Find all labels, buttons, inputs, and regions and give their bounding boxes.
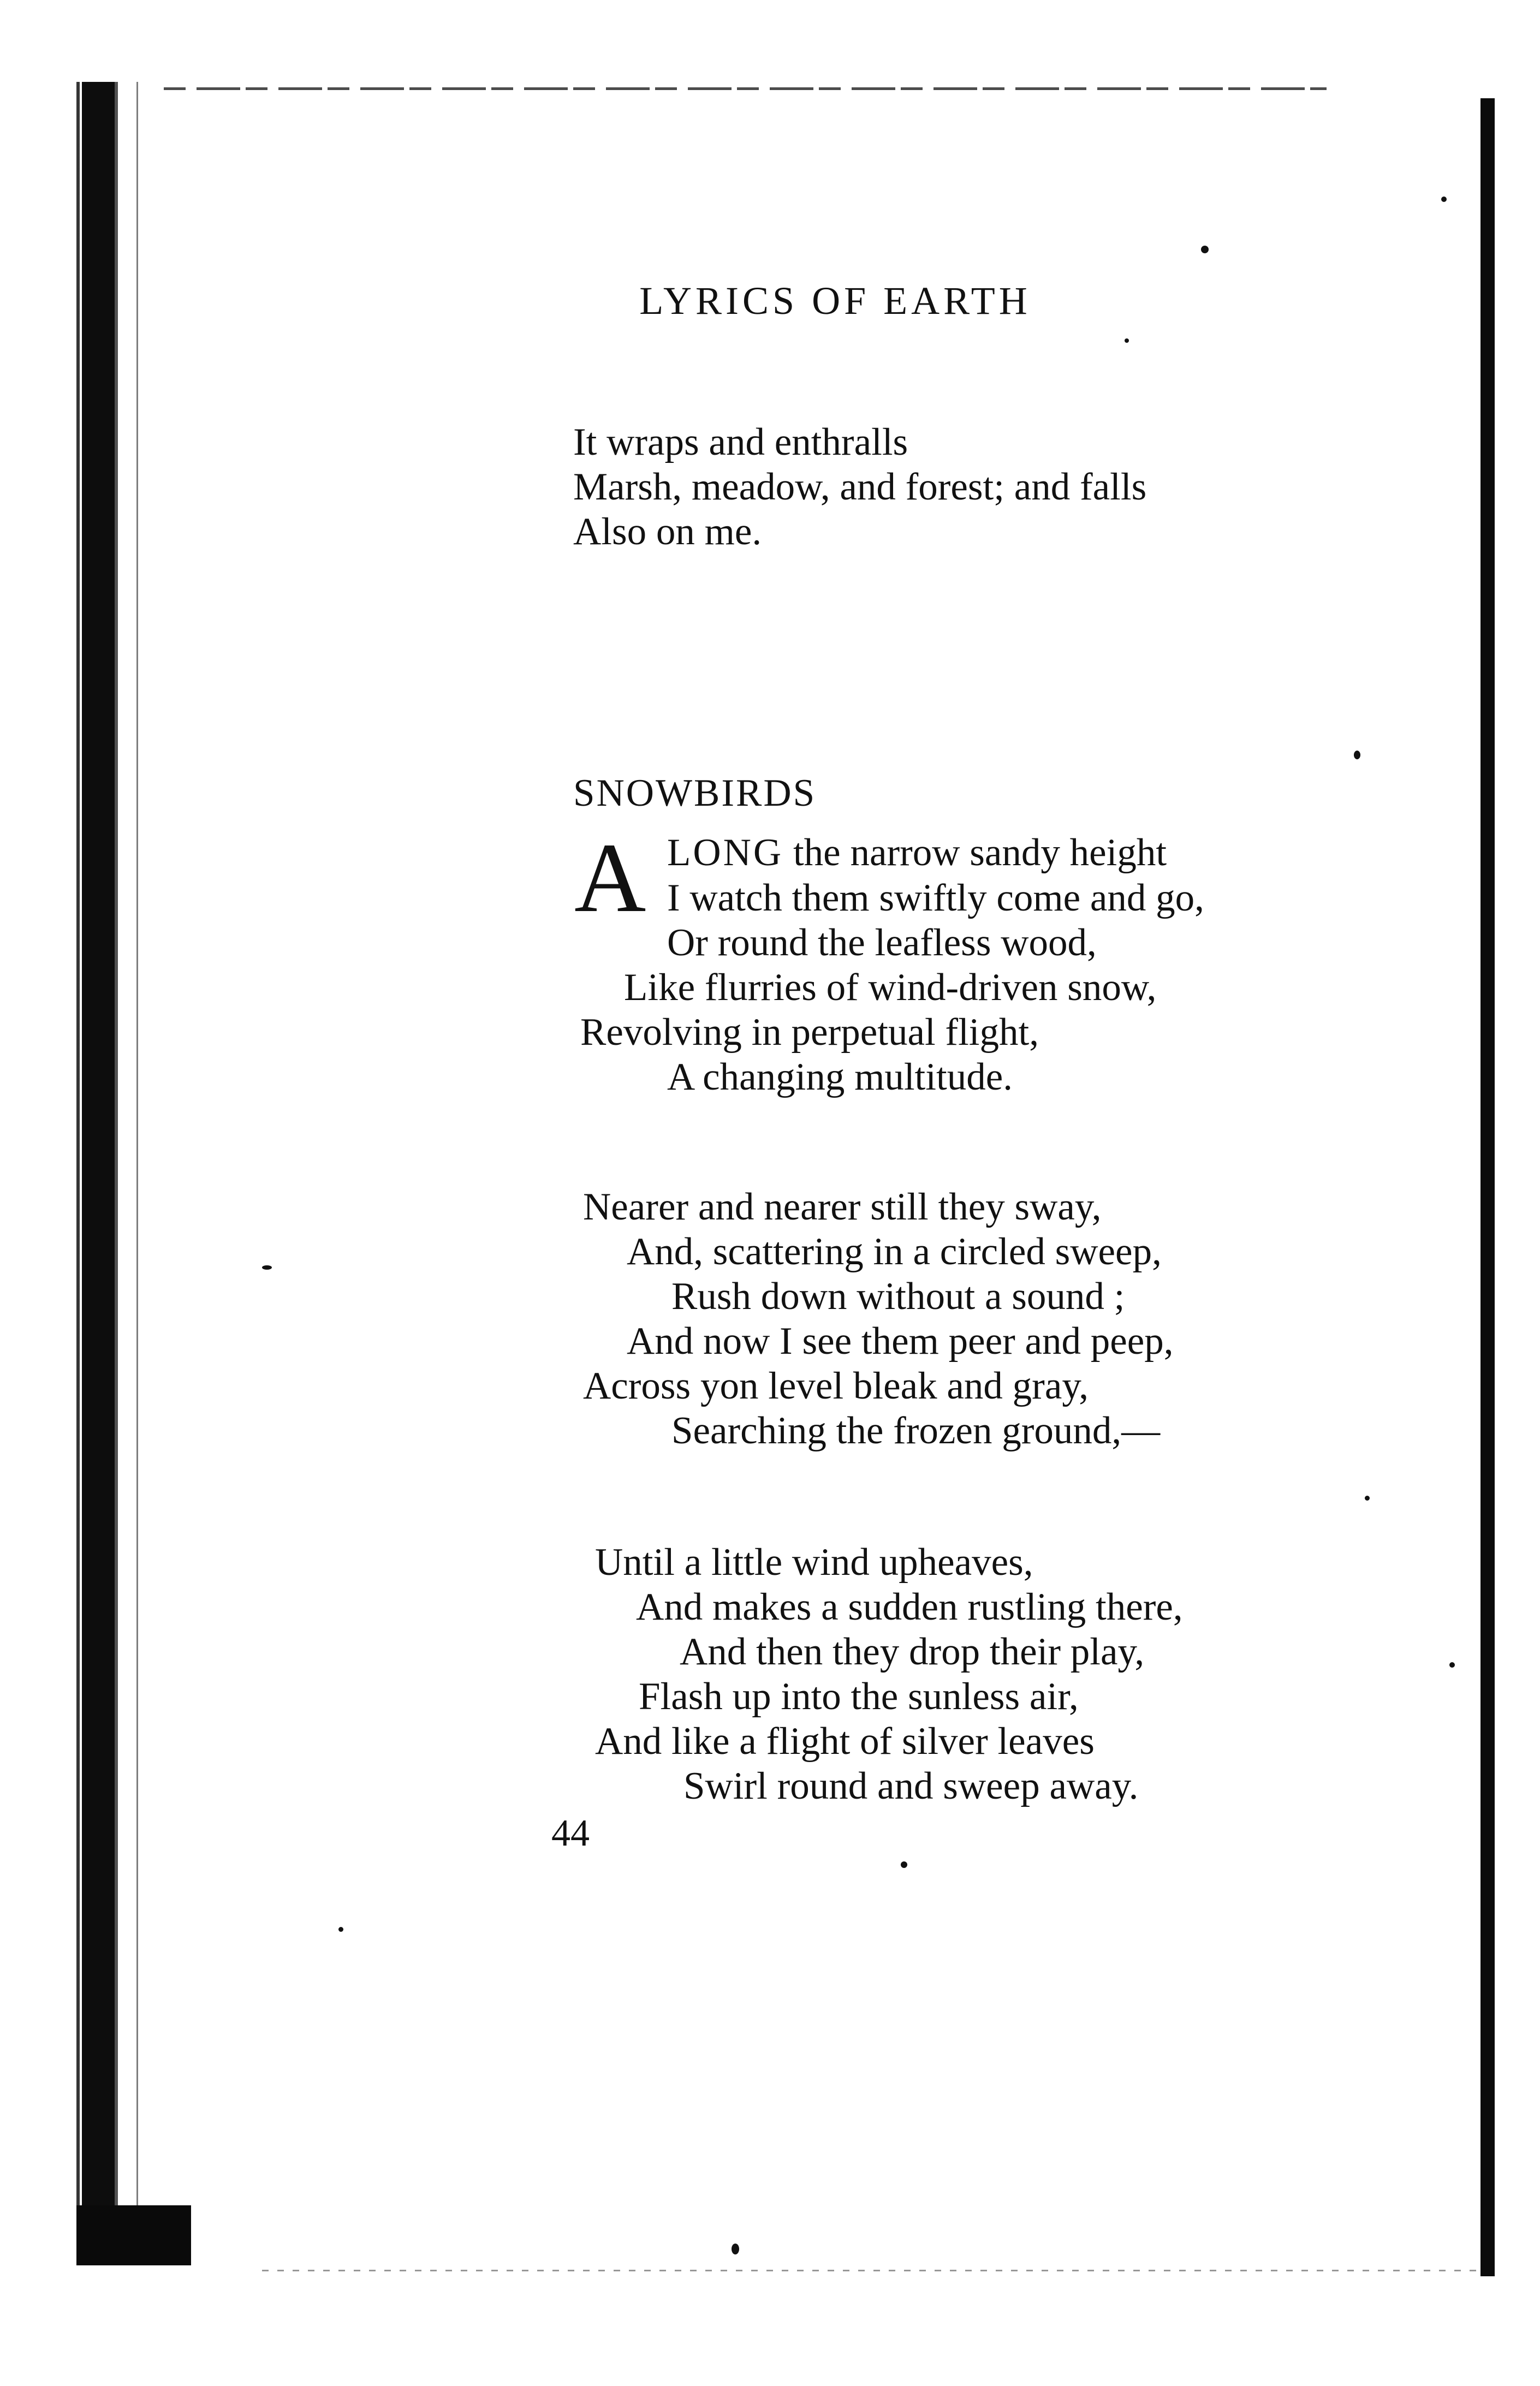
- stanza2-line-5: Across yon level bleak and gray,: [583, 1365, 1089, 1407]
- scan-speck: [1201, 246, 1209, 253]
- drop-cap: A: [574, 823, 646, 933]
- scan-speck: [1125, 338, 1129, 343]
- scan-speck: [338, 1927, 343, 1932]
- bottom-edge-rule: [262, 2270, 1479, 2271]
- stanza3-line-4: Flash up into the sunless air,: [639, 1675, 1079, 1718]
- intro-line-3: Also on me.: [573, 510, 762, 553]
- scan-speck: [1354, 751, 1360, 759]
- stanza1-line-2: I watch them swiftly come and go,: [667, 877, 1204, 919]
- right-edge-rule: [1480, 98, 1495, 2276]
- stanza3-line-5: And like a flight of silver leaves: [595, 1720, 1095, 1763]
- stanza2-line-4: And now I see them peer and peep,: [627, 1320, 1174, 1362]
- stanza1-line-1-text: the narrow sandy height: [793, 831, 1167, 874]
- scan-speck: [1365, 1496, 1370, 1501]
- stanza1-line-1: [667, 831, 1167, 874]
- intro-line-2: Marsh, meadow, and forest; and falls: [573, 466, 1147, 508]
- top-edge-rule: [164, 87, 1327, 90]
- scan-speck: [1441, 197, 1447, 202]
- stanza3-line-6: Swirl round and sweep away.: [683, 1765, 1139, 1807]
- intro-line-1: It wraps and enthralls: [573, 421, 908, 463]
- stanza1-line-4: Like flurries of wind-driven snow,: [624, 966, 1157, 1009]
- scan-speck: [732, 2244, 739, 2254]
- stanza3-line-2: And makes a sudden rustling there,: [636, 1586, 1183, 1628]
- stanza1-line-6: A changing multitude.: [667, 1056, 1013, 1098]
- scan-speck: [262, 1265, 272, 1270]
- binding-foot: [76, 2205, 191, 2265]
- poem-title: SNOWBIRDS: [573, 772, 817, 814]
- scan-speck: [1449, 1662, 1455, 1668]
- running-head: LYRICS OF EARTH: [639, 279, 1031, 323]
- first-word-smallcaps: LONG: [667, 831, 784, 874]
- page-number: 44: [551, 1812, 590, 1854]
- stanza2-line-1: Nearer and nearer still they sway,: [583, 1186, 1102, 1228]
- scan-speck: [901, 1861, 907, 1868]
- stanza2-line-2: And, scattering in a circled sweep,: [627, 1230, 1162, 1273]
- stanza2-line-6: Searching the frozen ground,—: [671, 1409, 1161, 1452]
- stanza2-line-3: Rush down without a sound ;: [671, 1275, 1125, 1318]
- stanza1-line-3: Or round the leafless wood,: [667, 921, 1097, 964]
- binding-spine: [82, 82, 115, 2265]
- stanza3-line-1: Until a little wind upheaves,: [595, 1541, 1033, 1584]
- stanza3-line-3: And then they drop their play,: [680, 1631, 1145, 1673]
- stanza1-line-5: Revolving in perpetual flight,: [580, 1011, 1039, 1054]
